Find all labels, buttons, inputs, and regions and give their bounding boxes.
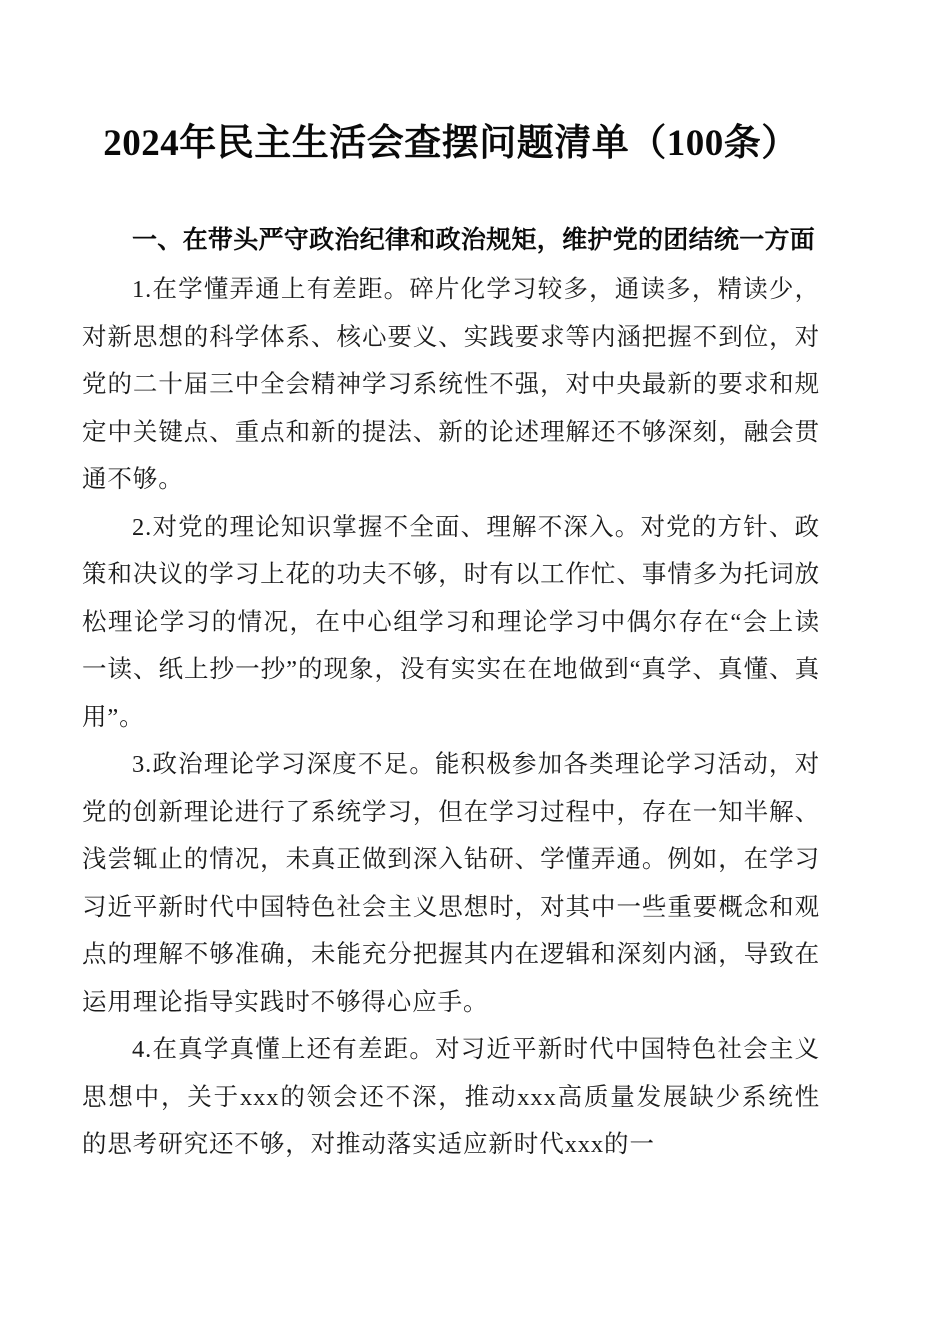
document-body — [82, 0, 820, 1169]
problem-item-2: 2.对党的理论知识掌握不全面、理解不深入。对党的方针、政策和决议的学习上花的功夫不够，时有以工作忙、事情多为托词放松理论学习的情况，在中心组学习和理论学习中偶尔存在“会上读一读、纸上抄一抄”的现象，没有实实在在地做到“真学、真懂、真用”。 — [82, 513, 820, 731]
problem-item-3: 3.政治理论学习深度不足。能积极参加各类理论学习活动，对党的创新理论进行了系统学习，但在学习过程中，存在一知半解、浅尝辄止的情况，未真正做到深入钻研、学懂弄通。例如，在学习习近平新时代中国特色社会主义思想时，对其中一些重要概念和观点的理解不够准确，未能充分把握其内在逻辑和深刻内涵，导致在运用理论指导实践时不够得心应手。 — [82, 751, 820, 1016]
problem-item-1: 1.在学懂弄通上有差距。碎片化学习较多，通读多，精读少，对新思想的科学体系、核心要义、实践要求等内涵把握不到位，对党的二十届三中全会精神学习系统性不强，对中央最新的要求和规定中关键点、重点和新的提法、新的论述理解还不够深刻，融会贯通不够。 — [82, 276, 820, 493]
page-title: 2024年民主生活会查摆问题清单（100条） — [103, 123, 799, 164]
problem-item-4: 4.在真学真懂上还有差距。对习近平新时代中国特色社会主义思想中，关于xxx的领会还不深，推动xxx高质量发展缺少系统性的思考研究还不够，对推动落实适应新时代xxx的一 — [82, 1036, 820, 1158]
section-heading-1: 一、在带头严守政治纪律和政治规矩，维护党的团结统一方面 — [132, 226, 816, 254]
